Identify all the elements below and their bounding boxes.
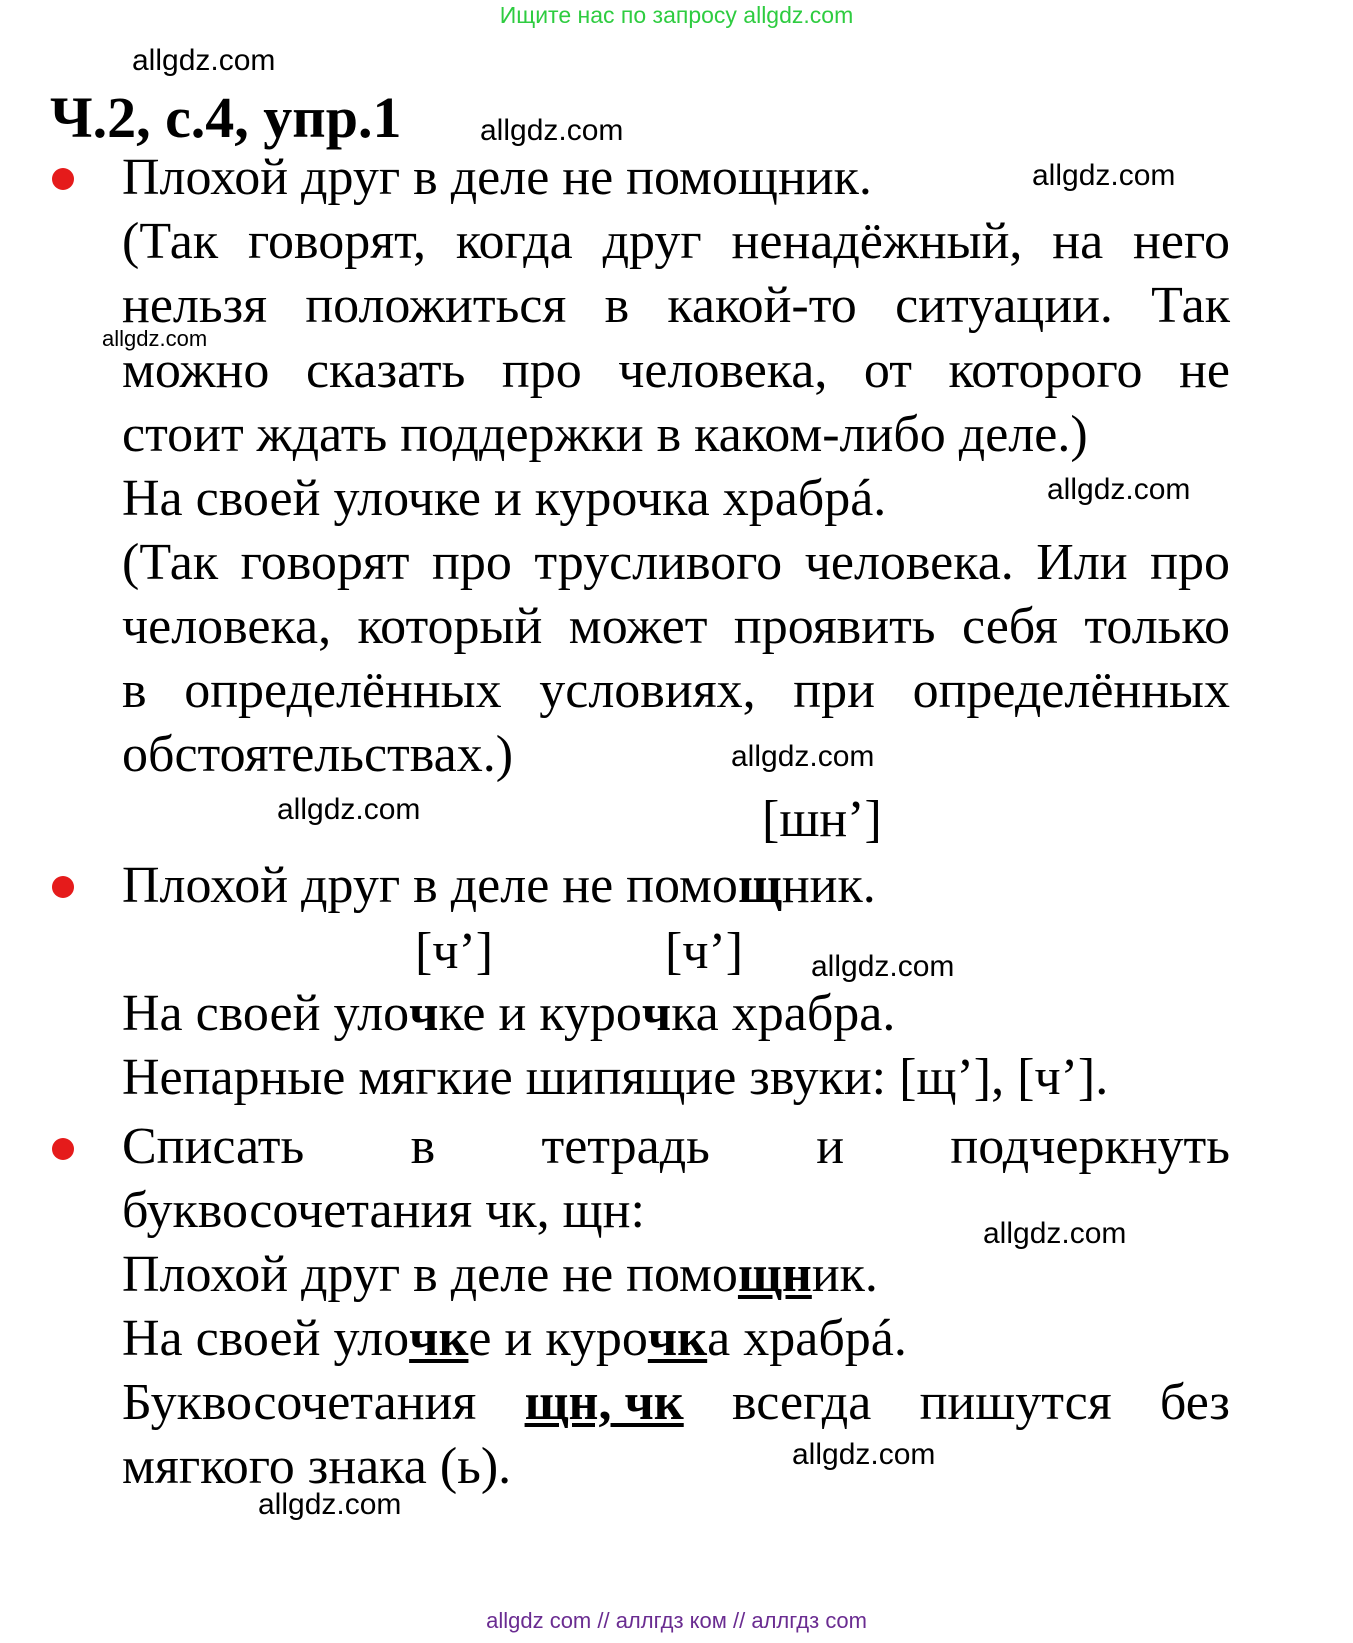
task-line: буквосочетания чк, щн: [122, 1182, 645, 1239]
rule-line: Буквосочетания щн, чк всегда пишутся без [122, 1374, 1230, 1431]
watermark: allgdz.com [811, 950, 955, 983]
explanation-line: человека, который может проявить себя только [122, 598, 1230, 655]
explanation-line: обстоятельствах.) [122, 726, 514, 783]
example-line: Плохой друг в деле не помощник. [122, 1246, 878, 1303]
phonetic-transcription: [шн’] [762, 791, 882, 848]
watermark: allgdz.com [983, 1217, 1127, 1250]
phonetic-line: Плохой друг в деле не помощник. [122, 857, 876, 914]
example-line: На своей улочке и курочка храбрá. [122, 1310, 907, 1367]
explanation-line: (Так говорят про трусливого человека. Или про [122, 534, 1230, 591]
sound-rule: Непарные мягкие шипящие звуки: [щ’], [ч’]. [122, 1049, 1109, 1106]
rule-line: мягкого знака (ь). [122, 1438, 512, 1495]
watermark: allgdz.com [258, 1488, 402, 1521]
page-title: Ч.2, с.4, упр.1 [50, 85, 402, 150]
watermark: allgdz.com [792, 1438, 936, 1471]
explanation-line: нельзя положиться в какой-то ситуации. Так [122, 277, 1230, 334]
footer-links[interactable]: allgdz com // аллгдз ком // аллгдз com [486, 1608, 867, 1633]
task-line: Списать в тетрадь и подчеркнуть [122, 1118, 1230, 1175]
bullet-1 [52, 168, 74, 190]
explanation-line: стоит ждать поддержки в каком-либо деле.) [122, 406, 1088, 463]
watermark: allgdz.com [1032, 159, 1176, 192]
watermark: allgdz.com [132, 44, 276, 77]
proverb-1: Плохой друг в деле не помощник. [122, 149, 872, 206]
bullet-3 [52, 1138, 74, 1160]
phonetic-transcription: [ч’] [415, 923, 494, 980]
explanation-line: (Так говорят, когда друг ненадёжный, на него [122, 213, 1230, 270]
phonetic-transcription: [ч’] [665, 923, 744, 980]
phonetic-line: На своей улочке и курочка храбра. [122, 985, 896, 1042]
watermark: allgdz.com [480, 114, 624, 147]
watermark: allgdz.com [731, 740, 875, 773]
watermark: allgdz.com [1047, 473, 1191, 506]
watermark: allgdz.com [102, 326, 208, 351]
top-banner[interactable]: Ищите нас по запросу allgdz.com [499, 2, 854, 28]
watermark: allgdz.com [277, 793, 421, 826]
proverb-2: На своей улочке и курочка храбрá. [122, 470, 887, 527]
explanation-line: можно сказать про человека, от которого не [122, 342, 1230, 399]
bullet-2 [52, 876, 74, 898]
explanation-line: в определённых условиях, при определённых [122, 662, 1230, 719]
